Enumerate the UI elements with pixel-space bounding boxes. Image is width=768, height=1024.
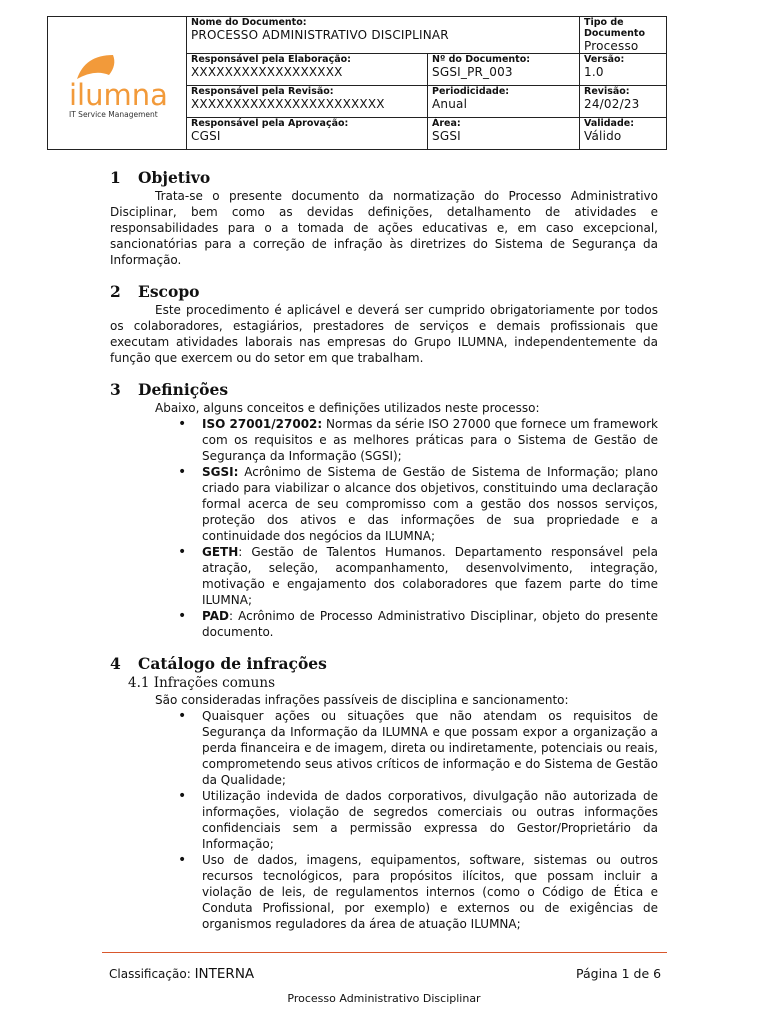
field-numero-documento	[428, 54, 580, 86]
logo-tagline: IT Service Management	[68, 110, 158, 119]
section-heading: 1 Objetivo	[110, 168, 211, 187]
list-item: • GETH: Gestão de Talentos Humanos. Departamento responsável pela atração, seleção, acompanhamento, desenvolvimento, integração, motivação e engajamento dos colaboradores que fazem parte do time ILUMNA;	[202, 544, 658, 608]
list-item: • ISO 27001/27002: Normas da série ISO 27000 que fornece um framework com os requisitos e as melhores práticas para o Sistema de Gestão de Segurança da Informação (SGSI);	[202, 416, 658, 464]
label-area: Área:	[432, 118, 461, 129]
label-revisao: Revisão:	[584, 86, 630, 97]
field-revisao-responsavel	[187, 86, 428, 118]
value-nome: PROCESSO ADMINISTRATIVO DISCIPLINAR	[191, 28, 449, 42]
field-versao	[580, 54, 667, 86]
value-revisao-resp: XXXXXXXXXXXXXXXXXXXXXXX	[191, 97, 385, 111]
value-elaboracao: XXXXXXXXXXXXXXXXXX	[191, 65, 343, 79]
section-heading: 4 Catálogo de infrações	[110, 654, 327, 673]
footer-document-title: Processo Administrativo Disciplinar	[287, 992, 481, 1005]
footer-divider	[102, 952, 667, 953]
section-intro: Abaixo, alguns conceitos e definições utilizados neste processo:	[155, 401, 540, 415]
field-nome-documento	[187, 17, 580, 54]
label-versao: Versão:	[584, 54, 625, 65]
section-paragraph: Este procedimento é aplicável e deverá ser cumprido obrigatoriamente por todos os colaboradores, estagiários, prestadores de serviços e demais profissionais que executam atividades laborais nas empresas do Grupo ILUMNA, independentemente da função que exercem ou do setor em que trabalham.	[110, 303, 658, 365]
list-item: • Utilização indevida de dados corporativos, divulgação não autorizada de informações, violação de segredos comerciais ou outras informações confidenciais sem a permissão expressa do Gestor/Proprietário da Informação;	[202, 788, 658, 852]
field-validade	[580, 118, 667, 150]
value-revisao: 24/02/23	[584, 97, 640, 111]
footer-classification	[109, 966, 254, 982]
label-nome: Nome do Documento:	[191, 17, 307, 28]
page-number: Página 1 de 6	[576, 966, 662, 981]
section-objetivo	[110, 168, 658, 268]
value-area: SGSI	[432, 129, 461, 143]
document-body	[110, 168, 658, 932]
logo-graphic	[55, 33, 180, 133]
label-validade: Validade:	[584, 118, 635, 129]
value-validade: Válido	[584, 129, 622, 143]
classification-label: Classificação:	[109, 967, 195, 981]
list-item: • PAD: Acrônimo de Processo Administrativo Disciplinar, objeto do presente documento.	[202, 608, 658, 640]
field-elaboracao	[187, 54, 428, 86]
field-periodicidade	[428, 86, 580, 118]
label-tipo: Tipo de Documento	[584, 17, 645, 39]
list-item: • Uso de dados, imagens, equipamentos, software, sistemas ou outros recursos tecnológicos, para propósitos ilícitos, que possam incluir a violação de leis, de regulamentos internos (como o Código de Ética e Conduta Profissional, por exemplo) e externos ou de exigências de organismos reguladores da área de atuação ILUMNA;	[202, 852, 658, 932]
label-periodicidade: Periodicidade:	[432, 86, 510, 97]
value-tipo: Processo	[584, 39, 639, 53]
section-paragraph: Trata-se o presente documento da normatização do Processo Administrativo Disciplinar, bem como as devidas definições, detalhamento de atividades e responsabilidades para o a tomada de ações educativas e, em caso excepcional, sancionatórias para a correção de infração às diretrizes do Sistema de Segurança da Informação.	[110, 189, 658, 267]
label-numdoc: Nº do Documento:	[432, 54, 531, 65]
list-item: • Quaisquer ações ou situações que não atendam os requisitos de Segurança da Informação da ILUMNA e que possam expor a organização a perda financeira e de imagem, direta ou indiretamente, potenciais ou reais, comprometendo seus ativos críticos de informação e do Sistema de Gestão da Qualidade;	[202, 708, 658, 788]
subsection-heading: 4.1 Infrações comuns	[128, 675, 275, 691]
logo-wordmark: ilumna	[68, 78, 168, 112]
classification-value: INTERNA	[194, 966, 255, 982]
field-revisao	[580, 86, 667, 118]
definitions-list	[110, 416, 658, 640]
label-revisao-resp: Responsável pela Revisão:	[191, 86, 334, 97]
label-elaboracao: Responsável pela Elaboração:	[191, 54, 351, 65]
value-versao: 1.0	[584, 65, 604, 79]
label-aprovacao: Responsável pela Aprovação:	[191, 118, 349, 129]
value-aprovacao: CGSI	[191, 129, 221, 143]
company-logo	[48, 17, 187, 150]
document-header-table	[47, 16, 667, 150]
value-periodicidade: Anual	[432, 97, 468, 111]
infractions-list	[110, 708, 658, 932]
list-item: • SGSI: Acrônimo de Sistema de Gestão de Sistema de Informação; plano criado para viabilizar o alcance dos objetivos, constituindo uma declaração formal acerca de seu compromisso com a gestão dos nossos serviços, proteção dos ativos e das informações de sua propriedade e a continuidade dos negócios da ILUMNA;	[202, 464, 658, 544]
section-intro: São consideradas infrações passíveis de disciplina e sancionamento:	[155, 693, 569, 707]
field-tipo-documento	[580, 17, 667, 54]
section-heading: 3 Definições	[110, 380, 229, 399]
section-heading: 2 Escopo	[110, 282, 200, 301]
section-escopo	[110, 282, 658, 366]
field-aprovacao	[187, 118, 428, 150]
field-area	[428, 118, 580, 150]
section-catalogo	[110, 654, 658, 932]
value-numdoc: SGSI_PR_003	[432, 65, 513, 79]
section-definicoes	[110, 380, 658, 640]
